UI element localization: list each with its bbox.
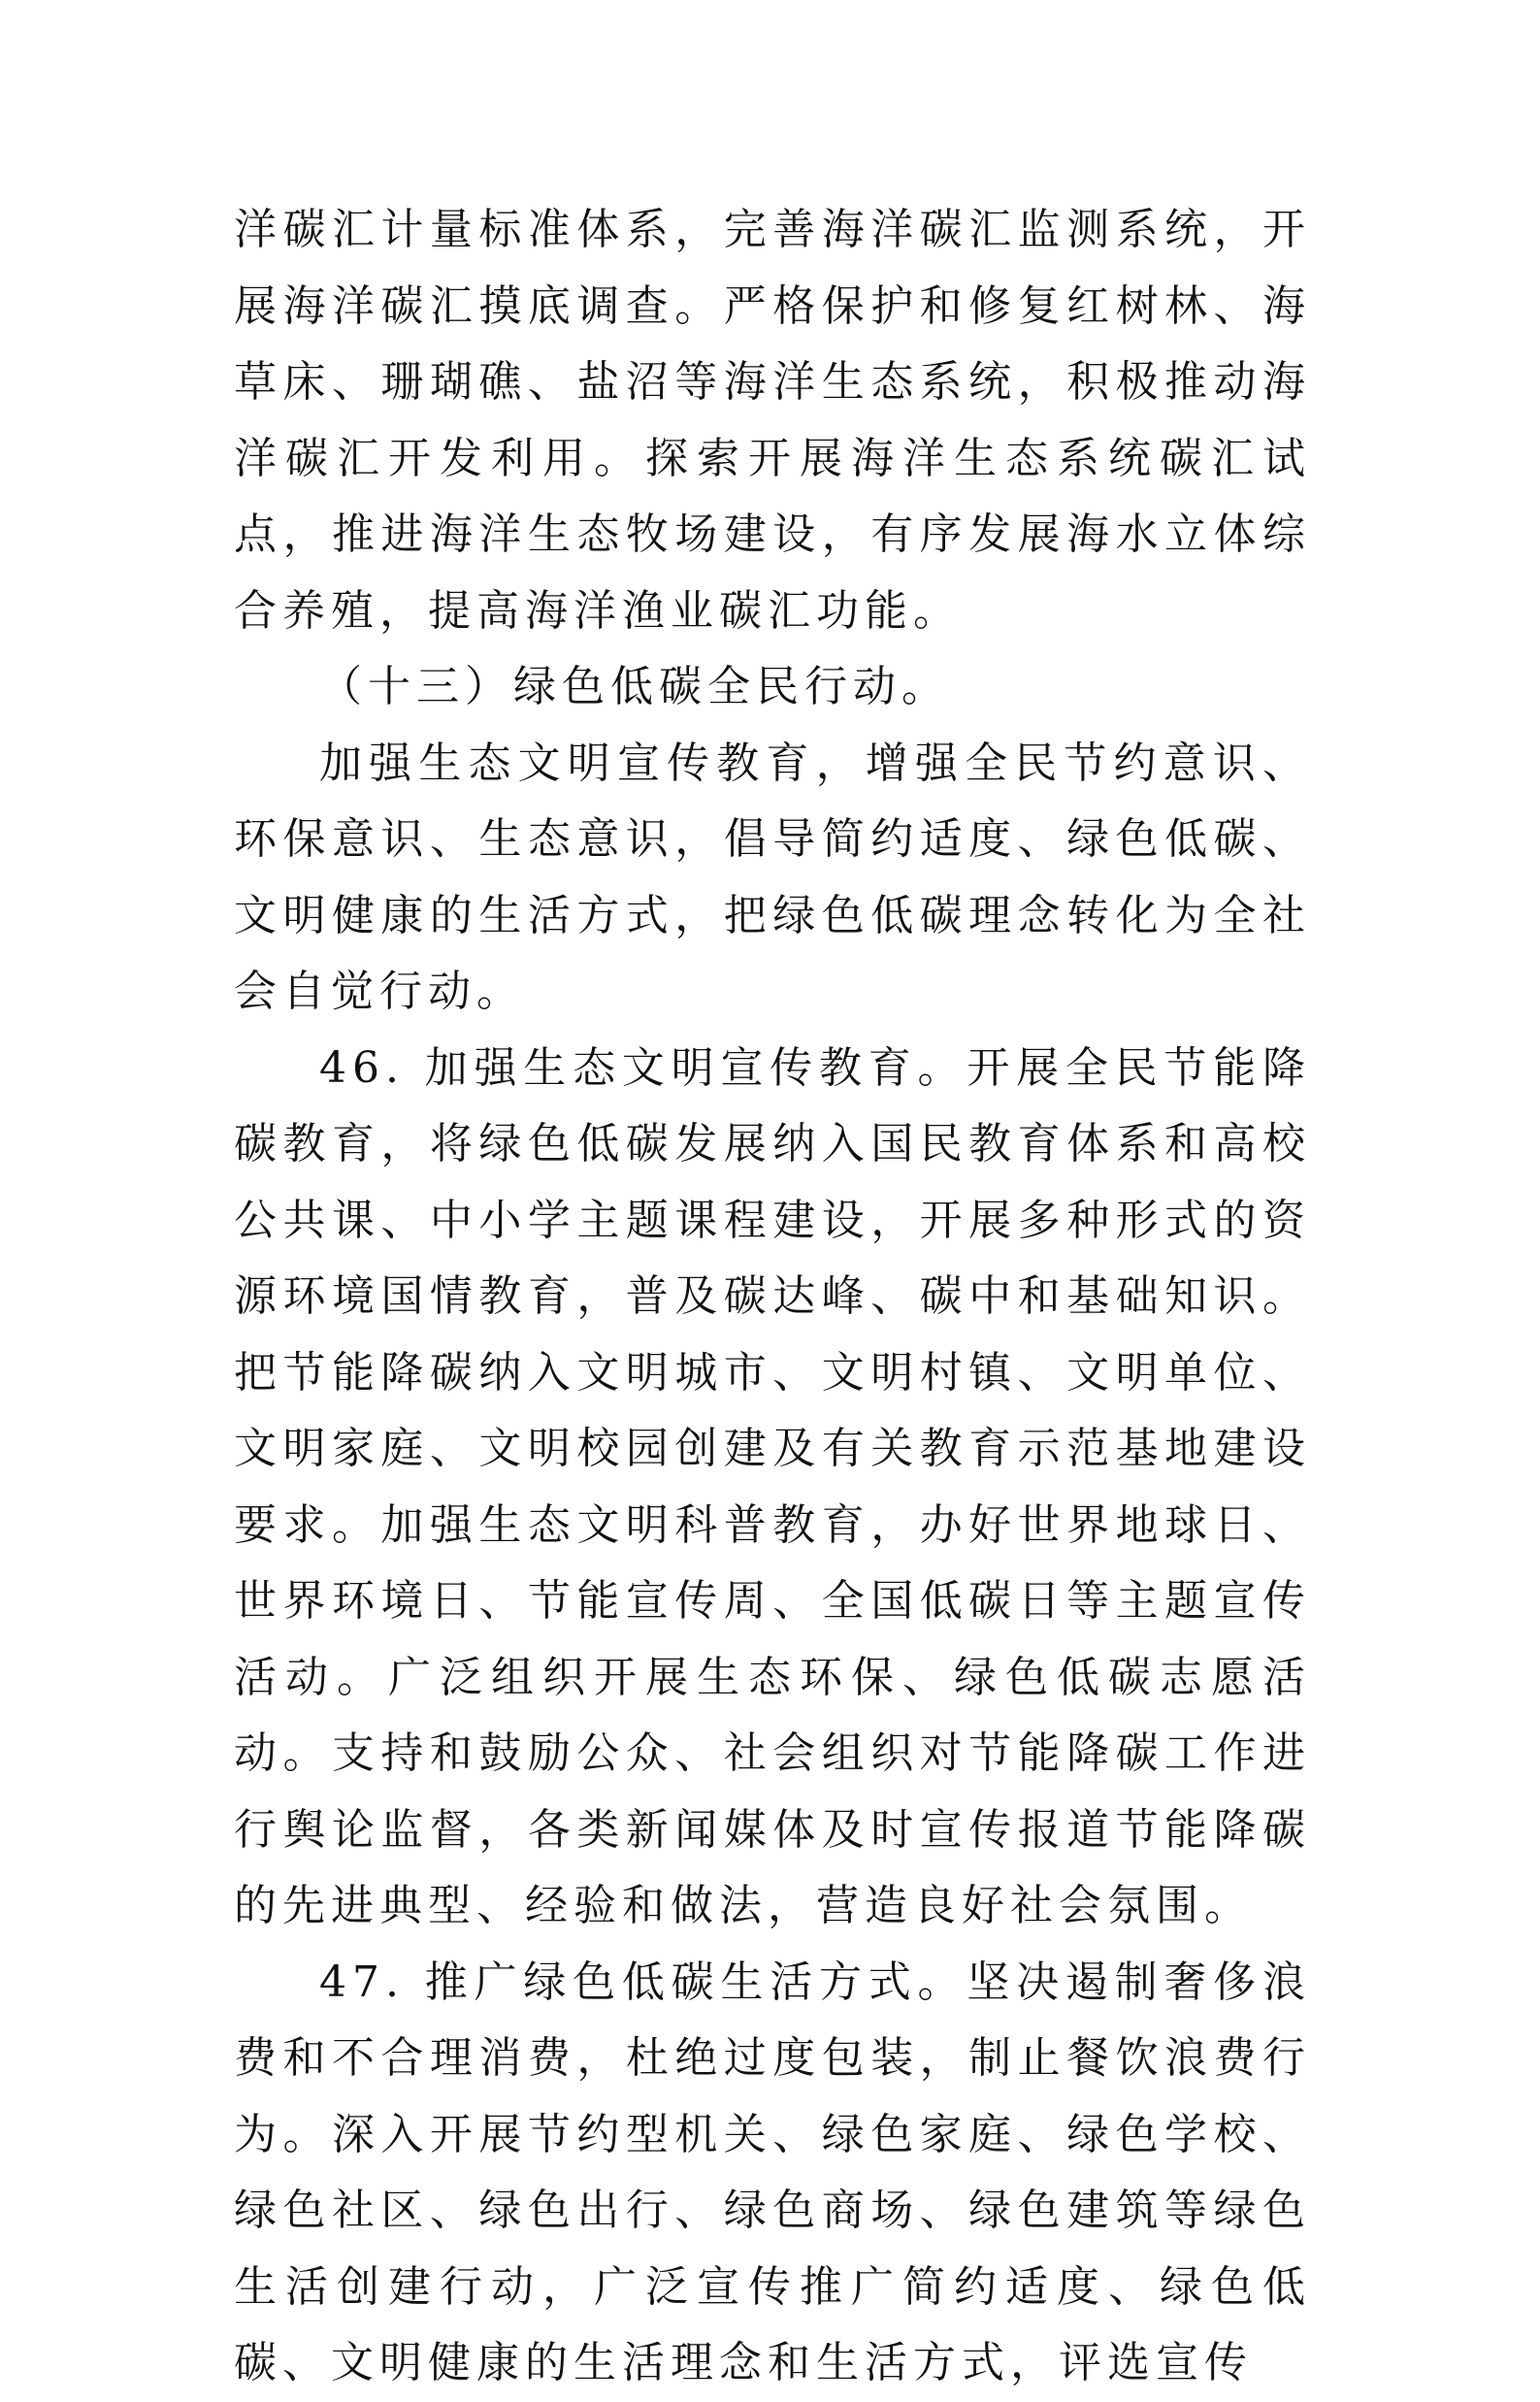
paragraph-ocean-carbon-sink: 洋碳汇计量标准体系，完善海洋碳汇监测系统，开展海洋碳汇摸底调查。严格保护和修复红树林、海草床、珊瑚礁、盐沼等海洋生态系统，积极推动海洋碳汇开发利用。探索开展海洋生态系统碳汇试点，推进海洋生态牧场建设，有序发展海水立体综合养殖，提高海洋渔业碳汇功能。: [234, 205, 1311, 636]
section-heading-13: （十三）绿色低碳全民行动。: [319, 662, 950, 711]
paragraph-item-46: 46. 加强生态文明宣传教育。开展全民节能降碳教育，将绿色低碳发展纳入国民教育体系和高校公共课、中小学主题课程建设，开展多种形式的资源环境国情教育，普及碳达峰、碳中和基础知识。把节能降碳纳入文明城市、文明村镇、文明单位、文明家庭、文明校园创建及有关教育示范基地建设要求。加强生态文明科普教育，办好世界地球日、世界环境日、节能宣传周、全国低碳日等主题宣传活动。广泛组织开展生态环保、绿色低碳志愿活动。支持和鼓励公众、社会组织对节能降碳工作进行舆论监督，各类新闻媒体及时宣传报道节能降碳的先进典型、经验和做法，营造良好社会氛围。: [234, 1042, 1311, 1930]
paragraph-item-47: 47. 推广绿色低碳生活方式。坚决遏制奢侈浪费和不合理消费，杜绝过度包装，制止餐饮浪费行为。深入开展节约型机关、绿色家庭、绿色学校、绿色社区、绿色出行、绿色商场、绿色建筑等绿色生活创建行动，广泛宣传推广简约适度、绿色低碳、文明健康的生活理念和生活方式，评选宣传: [234, 1957, 1311, 2387]
paragraph-section-intro: 加强生态文明宣传教育，增强全民节约意识、环保意识、生态意识，倡导简约适度、绿色低碳、文明健康的生活方式，把绿色低碳理念转化为全社会自觉行动。: [234, 738, 1311, 1016]
body-text: [234, 192, 1311, 2402]
